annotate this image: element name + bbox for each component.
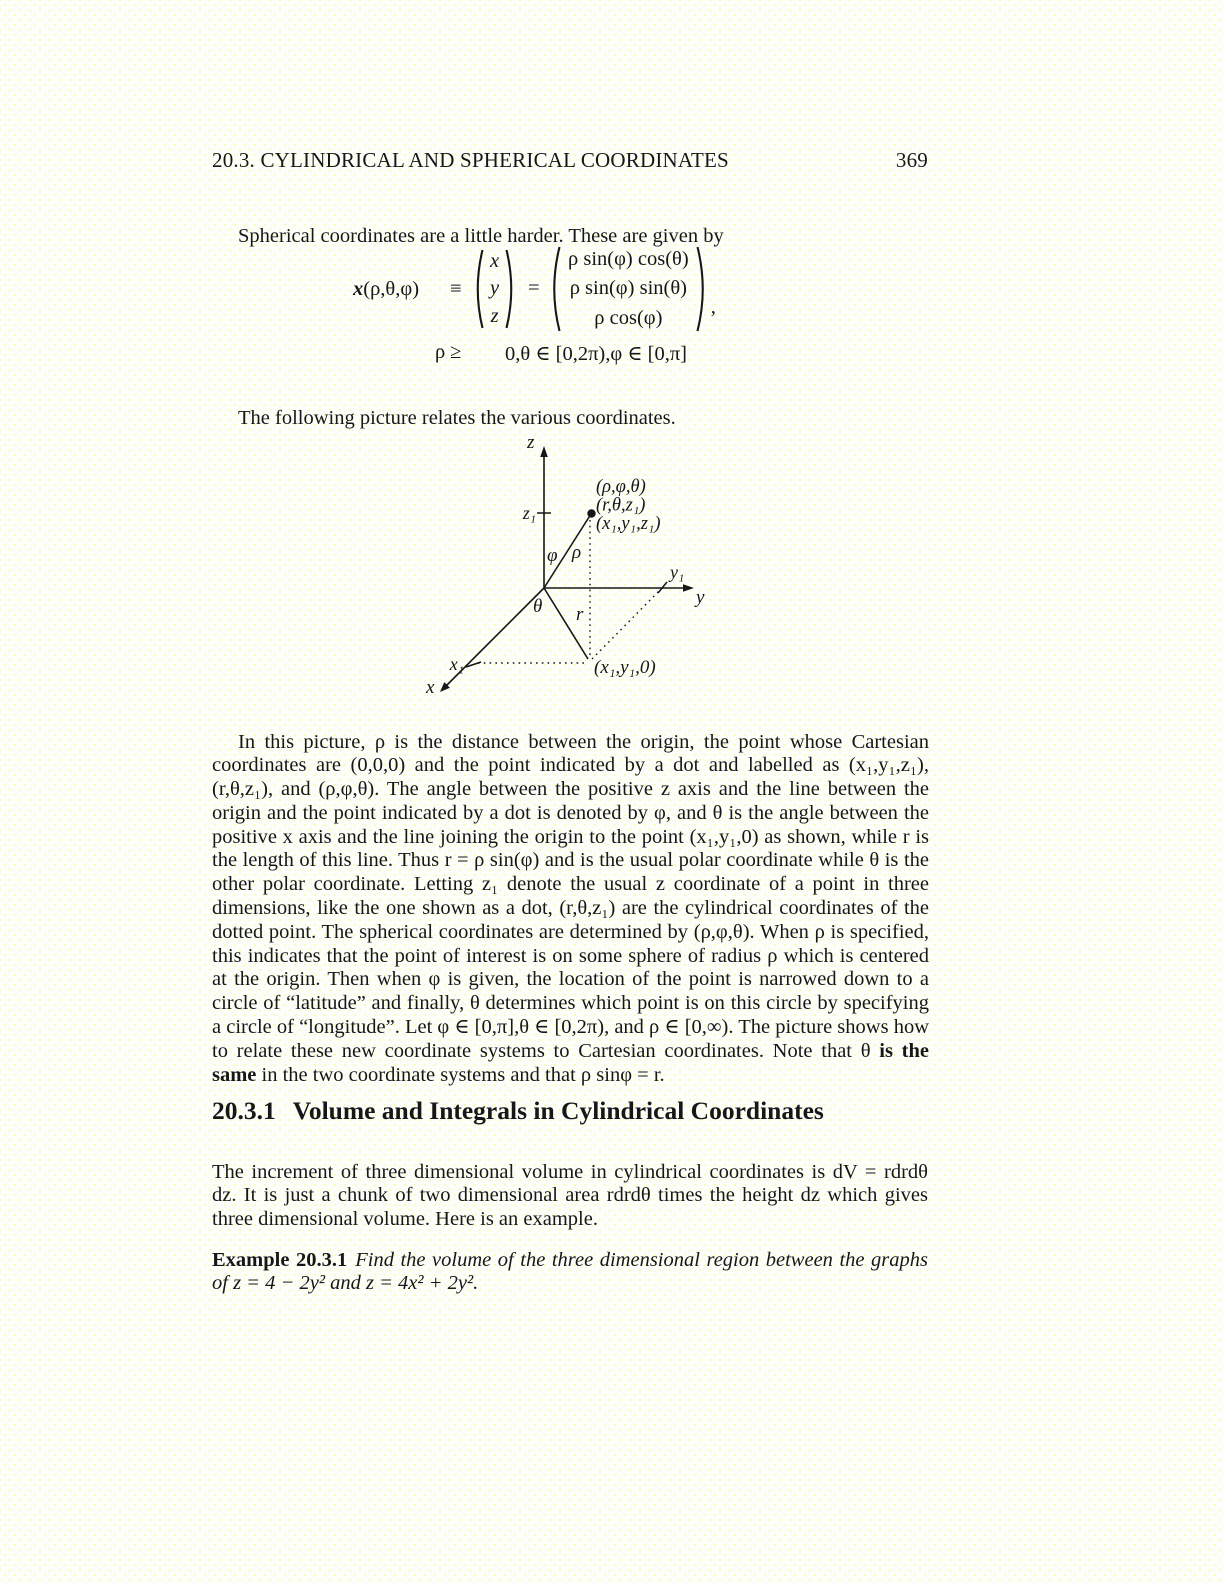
theta-angle-label: θ [533, 596, 543, 617]
main-paragraph-bold: is the same [212, 1039, 930, 1086]
right-paren-icon [505, 248, 517, 330]
page-number: 369 [895, 148, 928, 172]
main-paragraph-text: In this picture, ρ is the distance between the origin, the point whose Cartesian coordinates are (0,0,0) and the point indicated by a dot and labelled as (x₁,y₁,z₁), (r,θ,z₁), and (ρ,φ,θ). The angle between the positive z axis and the line between the origin and the point indicated by a dot is denoted by φ, and θ is the angle between the positive x axis and the line joining the origin to the point (x₁,y₁,0) as shown, while r is the length of this line. Thus r = ρ sin(φ) and is the usual polar coordinate while θ is the other polar coordinate. Letting z₁ denote the usual z coordinate of a point in three dimensions, like the one shown as a dot, (r,θ,z₁) are the cylindrical coordinates of the dotted point. The spherical coordinates are determined by (ρ,φ,θ). When ρ is specified, this indicates that the point of interest is on some sphere of radius ρ which is centered at the origin. Then when φ is given, the location of the point is narrowed down to a circle of “latitude” and finally, θ determines which point is on this circle by specifying a circle of “longitude”. Let φ ∈ [0,π],θ ∈ [0,2π), and ρ ∈ [0,∞). The picture shows how to relate these new coordinate systems to Cartesian coordinates. Note that θ [212, 730, 929, 1062]
vector-entry: x [490, 250, 500, 273]
diagonal-dotted-line [592, 589, 661, 659]
vector-entries [484, 248, 505, 330]
matrix-entry: ρ sin(φ) cos(θ) [568, 248, 689, 271]
running-header-title: 20.3. CYLINDRICAL AND SPHERICAL COORDINATES [212, 148, 729, 172]
y1-tick-label: y₁ [670, 562, 685, 582]
equation-comma: , [710, 296, 716, 318]
main-paragraph-text: in the two coordinate systems and that ρ sinφ = r. [256, 1063, 665, 1086]
xyz-column-vector [472, 248, 517, 330]
matrix-entry: ρ sin(φ) sin(θ) [569, 277, 687, 300]
spherical-column-vector [548, 245, 716, 333]
y-axis-arrow-icon [683, 584, 694, 591]
matrix-entry: ρ cos(φ) [594, 306, 663, 329]
constraint-ranges: 0,θ ∈ [0,2π),φ ∈ [0,π] [505, 343, 688, 365]
matrix-entries [561, 245, 696, 333]
cylindrical-point-label: (r,θ,z₁) [596, 495, 646, 516]
section-title: Volume and Integrals in Cylindrical Coordinates [292, 1096, 824, 1125]
spherical-point-label: (ρ,φ,θ) [596, 477, 646, 497]
equation-lhs-args: (ρ,θ,φ) [363, 278, 420, 300]
example-paragraph [212, 1249, 928, 1297]
equation-lhs [353, 278, 419, 301]
left-paren-icon [548, 245, 561, 333]
left-paren-icon [472, 248, 484, 330]
example-label: Example 20.3.1 [212, 1248, 348, 1271]
section-number: 20.3.1 [212, 1096, 276, 1125]
section-heading [212, 1096, 928, 1126]
example-text: Find the volume of the three dimensional region between the graphs of z = 4 − 2y² and z = 4x² + 2y². [212, 1248, 928, 1295]
spherical-coordinates-equation [212, 245, 928, 377]
equation-lhs-x: x [353, 278, 364, 300]
vector-entry: z [490, 304, 499, 327]
picture-note-paragraph: The following picture relates the various coordinates. [238, 406, 676, 429]
z-axis-arrow-icon [540, 446, 548, 457]
y-axis-label: y [696, 587, 705, 608]
main-paragraph [212, 731, 929, 1088]
running-header [212, 148, 928, 173]
vector-entry: y [490, 277, 500, 300]
equals-symbol: = [528, 277, 540, 299]
x-axis-label: x [426, 677, 435, 698]
geq-symbol: ≥ [450, 341, 462, 363]
z-axis-label: z [527, 432, 535, 453]
point-dot [587, 509, 595, 517]
phi-angle-label: φ [547, 545, 558, 566]
rho-segment-label: ρ [572, 542, 582, 563]
equiv-symbol: ≡ [450, 278, 462, 300]
r-segment-label: r [576, 604, 584, 625]
volume-paragraph: The increment of three dimensional volume in cylindrical coordinates is dV = rdrdθ dz. It is just a chunk of two dimensional area rdrdθ times the height dz which gives three dimensional volume. Here is an example. [212, 1160, 928, 1231]
projection-point-label: (x₁,y₁,0) [594, 657, 656, 678]
coordinate-systems-figure [420, 422, 720, 707]
cartesian-point-label: (x₁,y₁,z₁) [596, 514, 661, 534]
right-paren-icon [696, 245, 709, 333]
x1-tick-label: x₁ [449, 654, 464, 674]
z1-tick-label: z₁ [522, 503, 536, 523]
constraint-rho: ρ [435, 341, 446, 363]
intro-paragraph: Spherical coordinates are a little harder. These are given by [238, 224, 724, 247]
